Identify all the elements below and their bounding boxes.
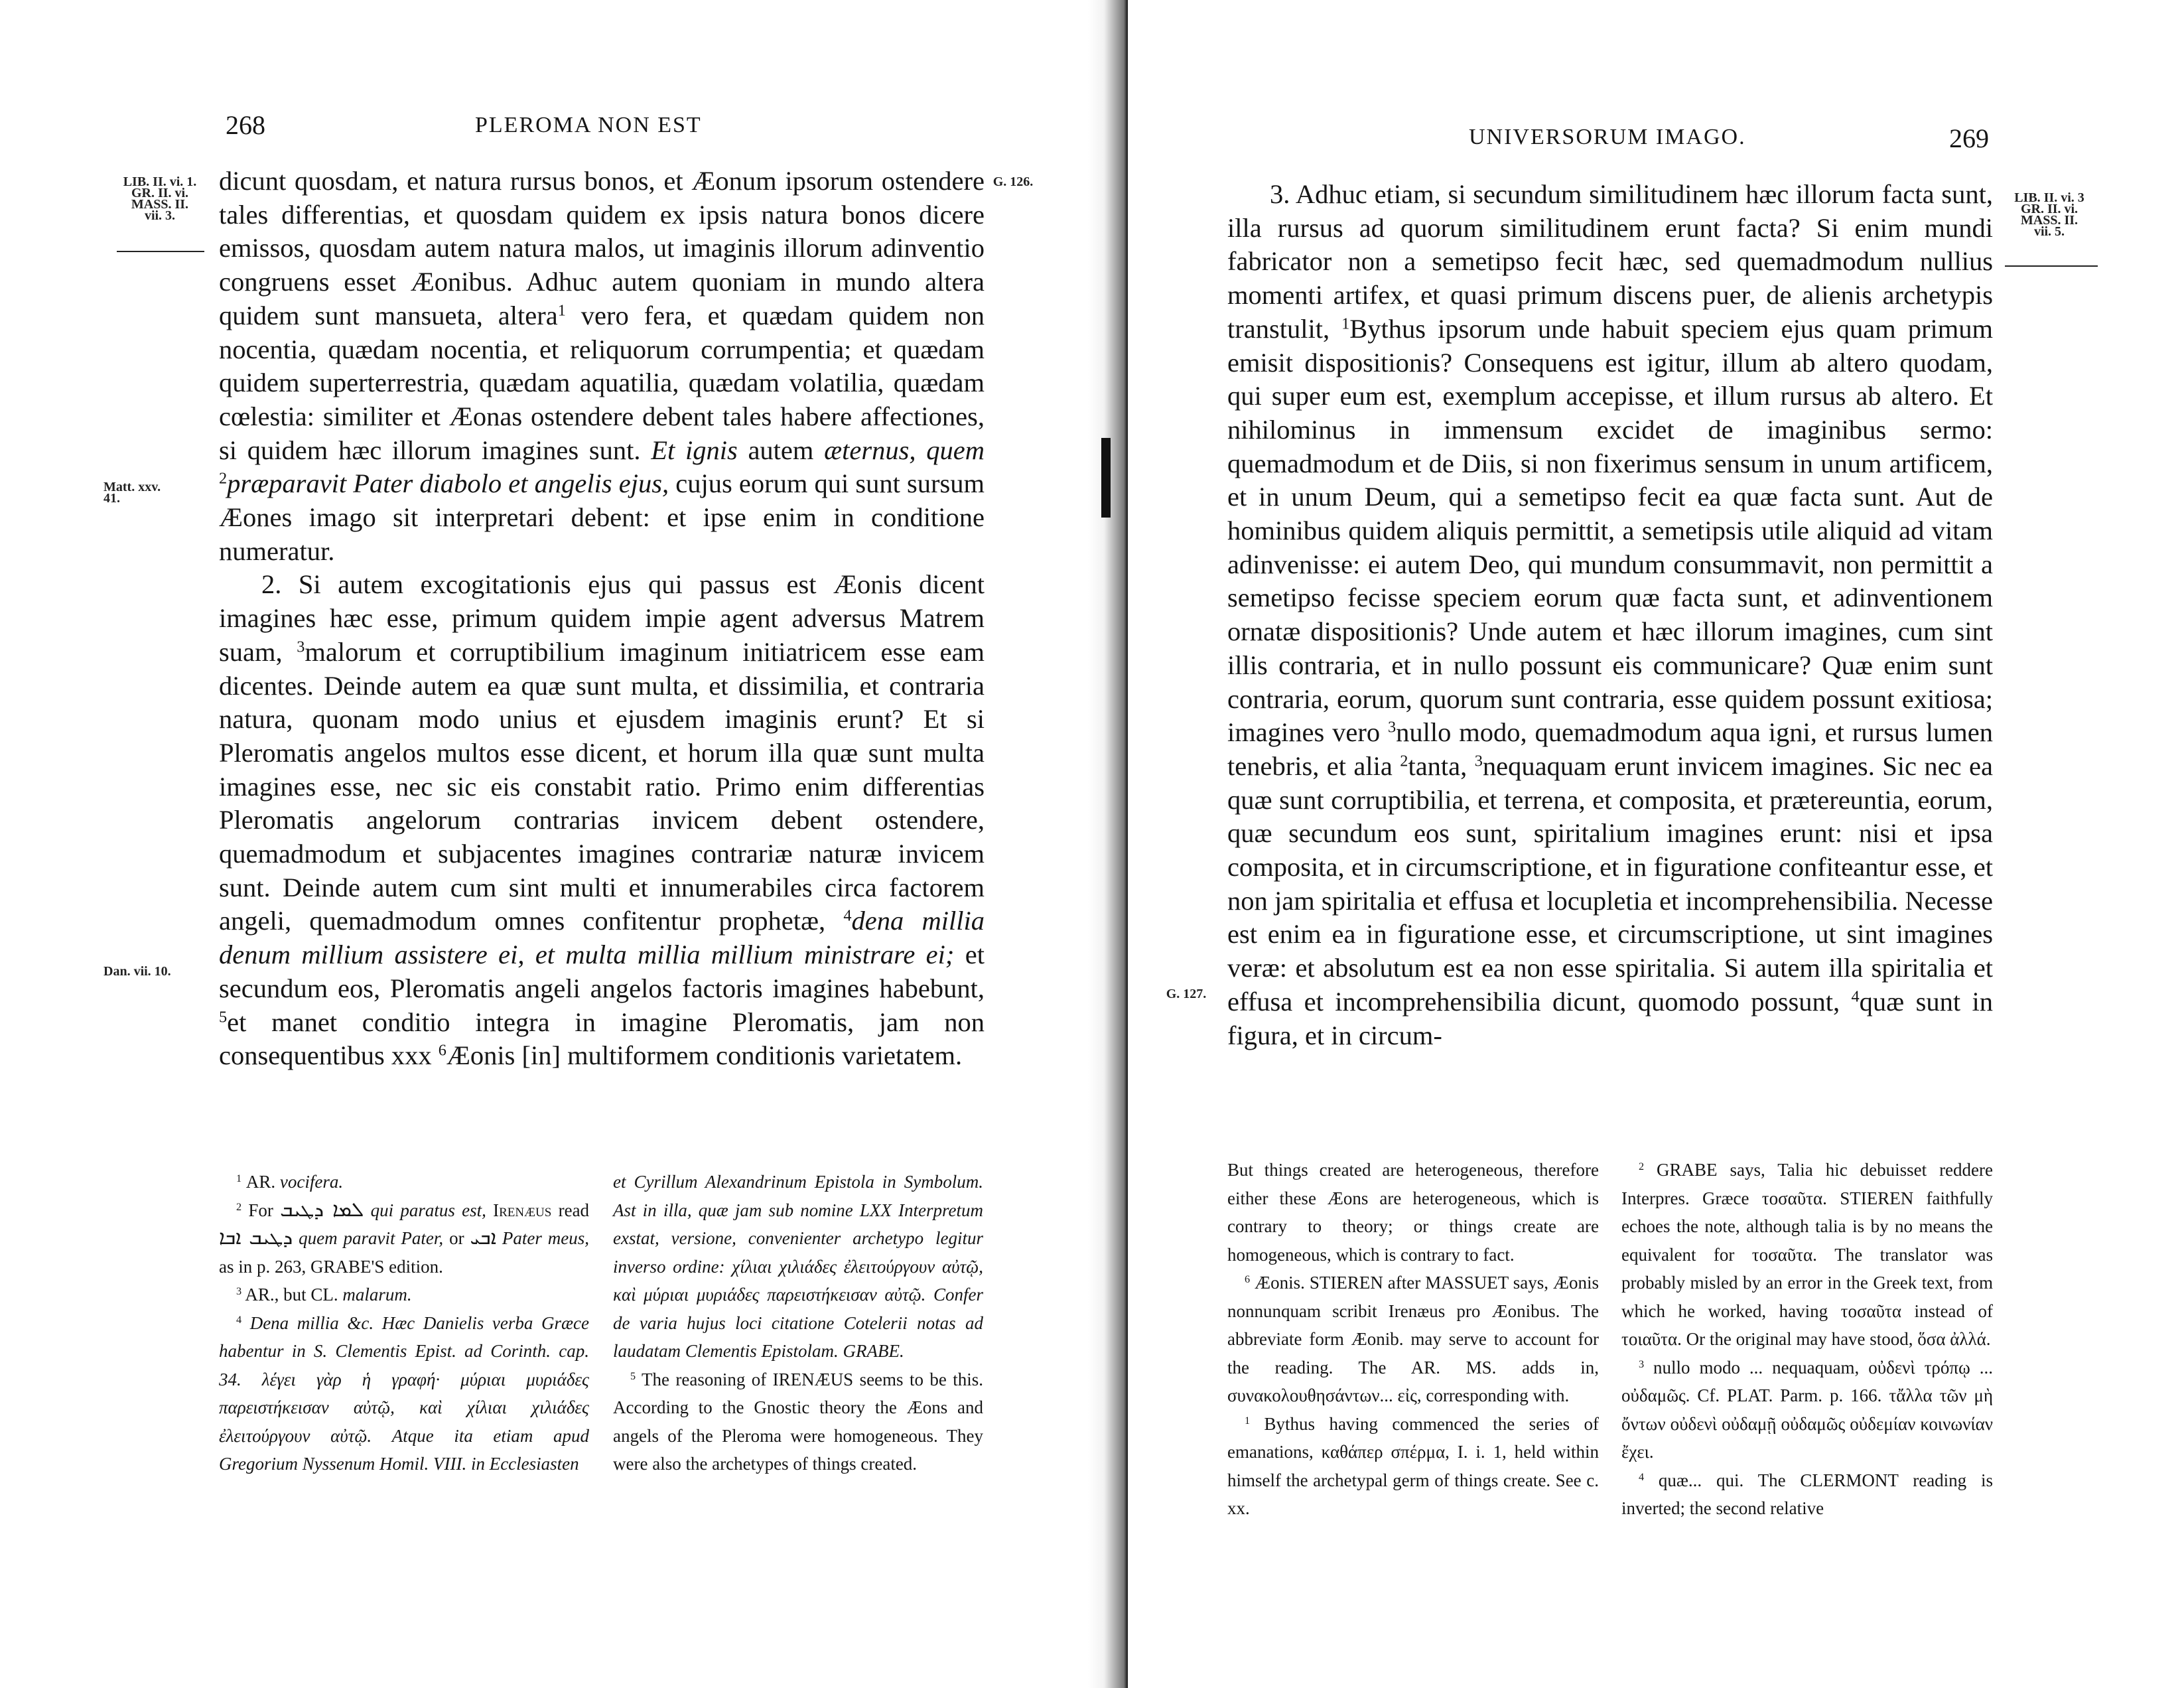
page-number: 269 xyxy=(1949,123,1989,153)
margin-ref-lib-line2: GR. II. vi. xyxy=(131,186,189,200)
page-number: 268 xyxy=(226,110,265,140)
margin-ref-matt xyxy=(103,482,167,504)
paragraph: dicunt quosdam, et natura rursus bonos, et Æonum ipsorum ostendere tales differentias, et quosdam quidem ex ipsis natura bonos dicere emissos, quosdam autem natura malos, ut imaginis illorum adinventio congruens esset Æonibus. Adhuc autem quoniam in mundo altera quidem sunt mansueta, altera$^1$ vero fera, et quædam quidem non nocentia, quædam nocentia, et reliquorum corrumpentia; et quædam quidem superterrestria, quædam aquatilia, quædam volatilia, quædam cœlestia: similiter et Æonas ostendere debent tales habere affectiones, si quidem hæc illorum imagines sunt. Et ignis autem æternus, quem $^2$præparavit Pater diabolo et angelis ejus, cujus eorum qui sunt sursum Æones imago sit interpretari debent: et ipse enim in conditione numeratur. xyxy=(219,166,985,566)
footnote-continued: et Cyrillum Alexandrinum Epistola in Symbolum. Ast in illa, quæ jam sub nomine LXX Interpretum exstat, versione, convenienter archetypo legitur inverso ordine: χίλιαι χιλιάδες ἐλειτούργουν αὐτῷ, καὶ μύριαι μυριάδες παρειστήκεισαν αὐτῷ. Confer de varia hujus loci citatione Cotelerii notas ad laudatam Clementis Epistolam. GRABE. xyxy=(613,1172,983,1361)
footnote: $^4$ quæ... qui. The CLERMONT reading is inverted; the second relative xyxy=(1621,1470,1994,1518)
margin-ref-lib xyxy=(1996,192,2103,238)
margin-ref-lib-line2: GR. II. vi. xyxy=(2020,202,2079,216)
main-text xyxy=(219,165,985,1073)
footnote-continued: But things created are heterogeneous, therefore either these Æons are heterogeneous, which is contrary to theory; or things create are homogeneous, which is contrary to fact. xyxy=(1227,1160,1599,1265)
margin-rule xyxy=(117,251,204,252)
margin-ref-lib-line4: vii. 3. xyxy=(144,208,176,223)
margin-ref-lib-line3: MASS. II. xyxy=(2020,213,2079,228)
footnotes-column-2 xyxy=(613,1168,983,1478)
footnote: $^5$ The reasoning of IRENÆUS seems to be this. According to the Gnostic theory the Æons and angels of the Pleroma were homogeneous. They were also the archetypes of things created. xyxy=(613,1369,983,1474)
footnotes-column-1 xyxy=(1227,1156,1599,1523)
margin-ref-lib-line3: MASS. II. xyxy=(131,197,189,212)
right-page xyxy=(1128,0,2184,1688)
footnotes-column-2 xyxy=(1621,1156,1993,1523)
margin-ref-matt-line2: 41. xyxy=(103,491,120,506)
syriac-text: ܕܛܝܒ ܐܒܐ xyxy=(219,1226,293,1249)
margin-rule xyxy=(2005,265,2098,267)
footnote: $^1$ Bythus having commenced the series of emanations, καθάπερ σπέρμα, I. i. 1, held within himself the archetypal germ of things create. See c. xx. xyxy=(1227,1413,1599,1518)
margin-ref-dan: Dan. vii. 10. xyxy=(103,964,171,979)
footnote: $^3$ AR., but CL. malarum. xyxy=(236,1285,412,1304)
footnote: $^2$ GRABE says, Talia hic debuisset reddere Interpres. Græce τοσαῦτα. STIEREN faithfully echoes the note, although talia is by no means the equivalent for τοσαῦτα. The translator was probably misled by an error in the Greek text, from which he worked, having τοσαῦτα instead of τοιαῦτα. Or the original may have stood, ὅσα ἀλλά. xyxy=(1621,1160,1993,1349)
footnote: $^3$ nullo modo ... nequaquam, οὐδενὶ τρόπῳ ... οὐδαμῶς. Cf. PLAT. Parm. p. 166. τἄλλα τῶν μὴ ὄντων οὐδενὶ οὐδαμῇ οὐδαμῶς οὐδεμίαν κοινωνίαν ἔχει. xyxy=(1621,1357,1993,1462)
syriac-text: ܐܒܝ xyxy=(470,1226,497,1249)
margin-ref-g: G. 127. xyxy=(1166,987,1207,1001)
running-head: UNIVERSORUM IMAGO. xyxy=(1469,125,1746,149)
syriac-text: ܠܡܐ ܕܛܝܒ xyxy=(280,1198,364,1222)
footnotes-column-1 xyxy=(219,1168,589,1478)
footnote: $^1$ AR. vocifera. xyxy=(236,1172,344,1192)
margin-ref-lib-line1: LIB. II. vi. 3 xyxy=(2014,190,2084,205)
paragraph: 3. Adhuc etiam, si secundum similitudinem hæc illorum facta sunt, illa rursus ad quorum similitudinem erunt facta? Si enim mundi fabricator non a semetipso fecit hæc, sed quemadmodum nullius momenti artifex, et quasi primum discens puer, de alienis archetypis transtulit, $^1$Bythus ipsorum unde habuit speciem ejus quam primum emisit dispositionis? Consequens est igitur, illum ab altero quodam, qui super eum est, exemplum accepisse, et illum rursus ab altero. Et nihilominus in immensum excidet de imaginibus sermo: quemadmodum et de Diis, si non fixerimus sensum in unum artificem, et in unum Deum, qui a semetipso fecit ea quæ facta sunt. Aut de hominibus quidem aliquis permittit, a semetipsis utile aliquid ad vitam adinvenisse: ei autem Deo, qui mundum consummavit, non permittit a semetipso fecisse speciem eorum quæ facta sunt, et adinventionem ornatæ dispositionis? Unde autem et hæc illorum imagines, cum sint illis contraria, et in nullo possunt eis communicare? Quæ enim sunt contraria, eorum, quorum sunt contraria, esse quidem possunt exitiosa; imagines vero $^3$nullo modo, quemadmodum aqua igni, et rursus lumen tenebris, et alia $^2$tanta, $^3$nequaquam erunt invicem imagines. Sic nec ea quæ sunt corruptibilia, et terrena, et composita, et prætereuntia, eorum, quæ secundum eos sunt, spiritalium imagines erunt: nisi et ipsa composita, et in circumscriptione, et in figuratione confiteantur esse, et non jam spiritalia et effusa et locupletia et incomprehensibilia. Necesse est enim ea in figuratione esse, et circumscriptione, ut sint imagines veræ: et absolutum est ea non esse spiritalia. Si autem illa spiritalia et effusa et incomprehensibilia dicunt, quomodo possunt, $^4$quæ sunt in figura, et in circum- xyxy=(1227,179,1994,1050)
margin-ref-matt-line1: Matt. xxv. xyxy=(103,480,161,494)
running-head: PLEROMA NON EST xyxy=(475,113,702,137)
margin-ref-g: G. 126. xyxy=(992,175,1034,189)
margin-ref-lib xyxy=(107,176,212,222)
footnote: $^6$ Æonis. STIEREN after MASSUET says, Æonis nonnunquam scribit Irenæus pro Æonibus. The abbreviate form Æonib. may serve to account for the reading. The AR. MS. adds in, συνακολουθησάντων... εἰς, corresponding with. xyxy=(1227,1273,1599,1405)
binding-shadow xyxy=(1101,438,1111,518)
main-text xyxy=(1227,178,1993,1052)
footnote: $^4$ Dena millia &c. Hæc Danielis verba Græce habentur in S. Clementis Epist. ad Corinth. cap. 34. λέγει γὰρ ἡ γραφή· μύριαι μυριάδες παρειστήκεισαν αὐτῷ, καὶ χίλιαι χιλιάδες ἐλειτούργουν αὐτῷ. Atque ita etiam apud Gregorium Nyssenum Homil. VIII. in Ecclesiasten xyxy=(219,1312,589,1474)
paragraph: 2. Si autem excogitationis ejus qui passus est Æonis dicent imagines hæc esse, primum quidem impie agent adversus Matrem suam, $^3$malorum et corruptibilium imaginum initiatricem esse eam dicentes. Deinde autem ea quæ sunt multa, et dissimilia, et contraria natura, quonam modo unius et ejusdem imaginis erunt? Et si Pleromatis angelos multos esse dicent, et horum illa quæ sunt multa imagines esse, nec sic eis constabit ratio. Primo enim differentias Pleromatis angelorum contrarias invicem debent ostendere, quemadmodum et subjacentes imagines contrariæ naturæ invicem sunt. Deinde autem cum sint multi et innumerabiles circa factorem angeli, quemadmodum omnes confitentur prophetæ, $^4$dena millia denum millium assistere ei, et multa millia millium ministrare ei; et secundum eos, Pleromatis angeli angelos factoris imagines habebunt, $^5$et manet conditio integra in imagine Pleromatis, jam non consequentibus xxx $^6$Æonis [in] multiformem conditionis varietatem. xyxy=(219,569,985,1071)
margin-ref-lib-line1: LIB. II. vi. 1. xyxy=(123,175,197,189)
margin-ref-lib-line4: vii. 5. xyxy=(2033,224,2065,239)
footnote: $^2$ For ܠܡܐ ܕܛܝܒ qui paratus est, Irenæus read ܕܛܝܒ ܐܒܐ quem paravit Pater, or ܐܒܝ Pater meus, as in p. 263, GRABE'S edition. xyxy=(219,1198,590,1277)
